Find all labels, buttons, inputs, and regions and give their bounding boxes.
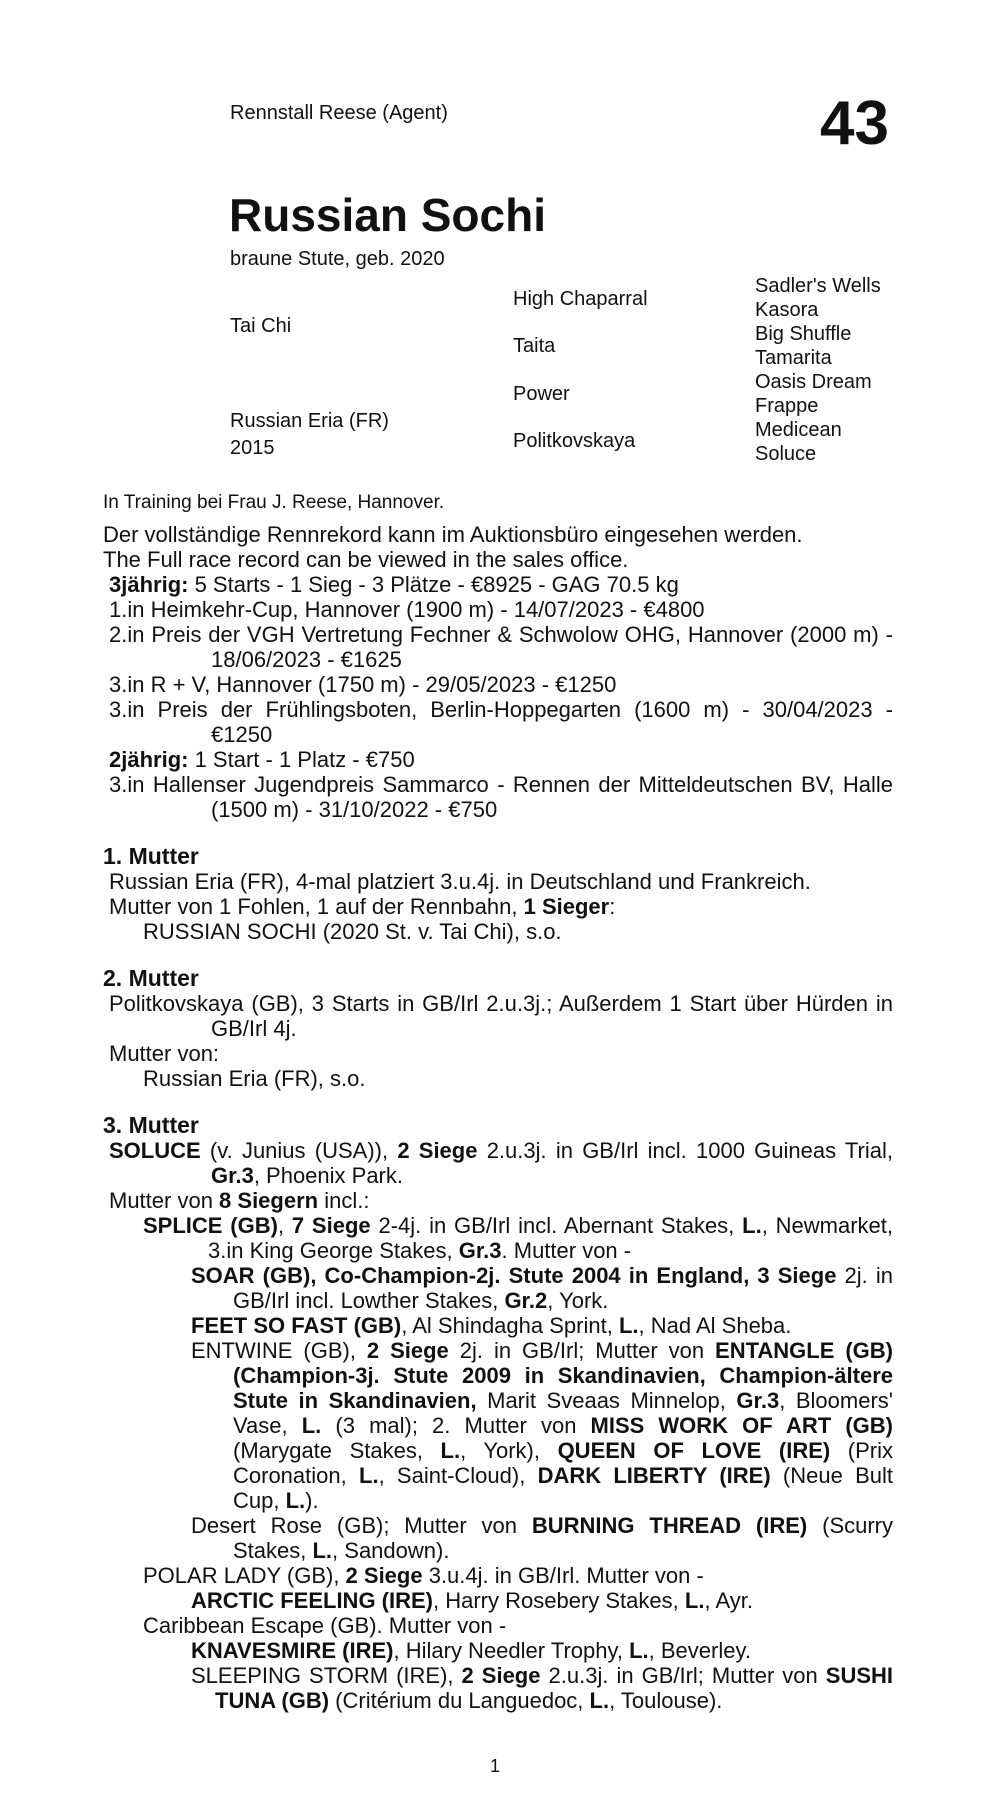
training-note: In Training bei Frau J. Reese, Hannover. (103, 492, 445, 513)
pedigree-gen3-2: Kasora (755, 299, 819, 321)
lot-number: 43 (820, 89, 889, 158)
catalogue-body (103, 522, 893, 1713)
horse-name: Russian Sochi (229, 189, 546, 241)
dam3-heading: 3. Mutter (103, 1112, 199, 1138)
desert-rose-entry: Desert Rose (GB); Mutter von BURNING THREAD (IRE) (Scurry Stakes, L., Sandown). (191, 1513, 894, 1563)
result-row: 3.in R + V, Hannover (1750 m) - 29/05/2023 - €1250 (109, 672, 617, 697)
dam2-heading: 2. Mutter (103, 965, 199, 991)
two-year-summary (103, 747, 893, 772)
pedigree-gen3-6: Frappe (755, 395, 819, 417)
sleeping-storm-entry: SLEEPING STORM (IRE), 2 Siege 2.u.3j. in GB/Irl; Mutter von SUSHI TUNA (GB) (Critérium du Languedoc, L., Toulouse). (191, 1663, 894, 1713)
pedigree-dam-year: 2015 (230, 437, 275, 459)
three-year-label: 3jährig: (109, 572, 189, 597)
dam1-line3: RUSSIAN SOCHI (2020 St. v. Tai Chi), s.o. (143, 919, 562, 944)
pedigree-gen2-2: Taita (513, 335, 556, 357)
dam1-line2: Mutter von 1 Fohlen, 1 auf der Rennbahn, 1 Sieger: (109, 894, 616, 919)
pedigree-gen2-4: Politkovskaya (513, 430, 636, 452)
dam1-heading: 1. Mutter (103, 843, 199, 869)
result-row: 1.in Heimkehr-Cup, Hannover (1900 m) - 14/07/2023 - €4800 (109, 597, 705, 622)
page-number: 1 (490, 1756, 501, 1776)
dam2-line2: Mutter von: (109, 1041, 220, 1066)
pedigree-gen2-3: Power (513, 383, 570, 405)
result-row: 3.in Hallenser Jugendpreis Sammarco - Rennen der Mitteldeutschen BV, Halle (1500 m) - 31/10/2022 - €750 (109, 772, 893, 822)
dam2-line1: Politkovskaya (GB), 3 Starts in GB/Irl 2.u.3j.; Außerdem 1 Start über Hürden in GB/Irl 4j. (109, 991, 893, 1041)
polar-lady-entry: POLAR LADY (GB), 2 Siege 3.u.4j. in GB/Irl. Mutter von - (143, 1563, 704, 1588)
soluce-entry: SOLUCE (v. Junius (USA)), 2 Siege 2.u.3j. in GB/Irl incl. 1000 Guineas Trial, Gr.3, Phoenix Park. (109, 1138, 893, 1188)
pedigree-gen3-1: Sadler's Wells (755, 275, 881, 297)
race-record-note-en: The Full race record can be viewed in the sales office. (103, 547, 629, 572)
pedigree-sire: Tai Chi (230, 315, 292, 337)
pedigree-gen3-4: Tamarita (755, 347, 832, 369)
three-year-stats: 5 Starts - 1 Sieg - 3 Plätze - €8925 - GAG 70.5 kg (188, 572, 679, 597)
dam2-line3: Russian Eria (FR), s.o. (143, 1066, 366, 1091)
arctic-entry: ARCTIC FEELING (IRE), Harry Rosebery Stakes, L., Ayr. (191, 1588, 753, 1613)
dam1-line1: Russian Eria (FR), 4-mal platziert 3.u.4j. in Deutschland und Frankreich. (109, 869, 811, 894)
horse-description: braune Stute, geb. 2020 (230, 248, 445, 270)
caribbean-entry: Caribbean Escape (GB). Mutter von - (143, 1613, 507, 1638)
two-year-stats: 1 Start - 1 Platz - €750 (188, 747, 415, 772)
splice-entry: SPLICE (GB), 7 Siege 2-4j. in GB/Irl incl. Abernant Stakes, L., Newmarket, 3.in King George Stakes, Gr.3. Mutter von - (143, 1213, 893, 1263)
soluce-produce: Mutter von 8 Siegern incl.: (109, 1188, 370, 1213)
knavesmire-entry: KNAVESMIRE (IRE), Hilary Needler Trophy, L., Beverley. (191, 1638, 751, 1663)
three-year-summary (103, 572, 893, 597)
consignor: Rennstall Reese (Agent) (230, 102, 448, 124)
pedigree-gen3-5: Oasis Dream (755, 371, 872, 393)
result-row: 2.in Preis der VGH Vertretung Fechner & Schwolow OHG, Hannover (2000 m) - 18/06/2023 - €1625 (109, 622, 893, 672)
soar-entry: SOAR (GB), Co-Champion-2j. Stute 2004 in England, 3 Siege 2j. in GB/Irl incl. Lowther Stakes, Gr.2, York. (191, 1263, 894, 1313)
pedigree-gen3-3: Big Shuffle (755, 323, 852, 345)
pedigree-gen3-8: Soluce (755, 443, 817, 465)
race-record-note-de: Der vollständige Rennrekord kann im Auktionsbüro eingesehen werden. (103, 522, 803, 547)
entwine-entry: ENTWINE (GB), 2 Siege 2j. in GB/Irl; Mutter von ENTANGLE (GB) (Champion-3j. Stute 2009 in Skandinavien, Champion-ältere Stute in Skandinavien, Marit Sveaas Minnelop, Gr.3, Bloomers' Vase, L. (3 mal); 2. Mutter von MISS WORK OF ART (GB) (Marygate Stakes, L., York), QUEEN OF LOVE (IRE) (Prix Coronation, L., Saint-Cloud), DARK LIBERTY (IRE) (Neue Bult Cup, L.). (191, 1338, 894, 1513)
pedigree-gen3-7: Medicean (755, 419, 842, 441)
pedigree-dam: Russian Eria (FR) (230, 410, 389, 432)
two-year-label: 2jährig: (109, 747, 189, 772)
feet-entry: FEET SO FAST (GB), Al Shindagha Sprint, L., Nad Al Sheba. (191, 1313, 792, 1338)
result-row: 3.in Preis der Frühlingsboten, Berlin-Hoppegarten (1600 m) - 30/04/2023 - €1250 (109, 697, 893, 747)
pedigree-gen2-1: High Chaparral (513, 288, 648, 310)
